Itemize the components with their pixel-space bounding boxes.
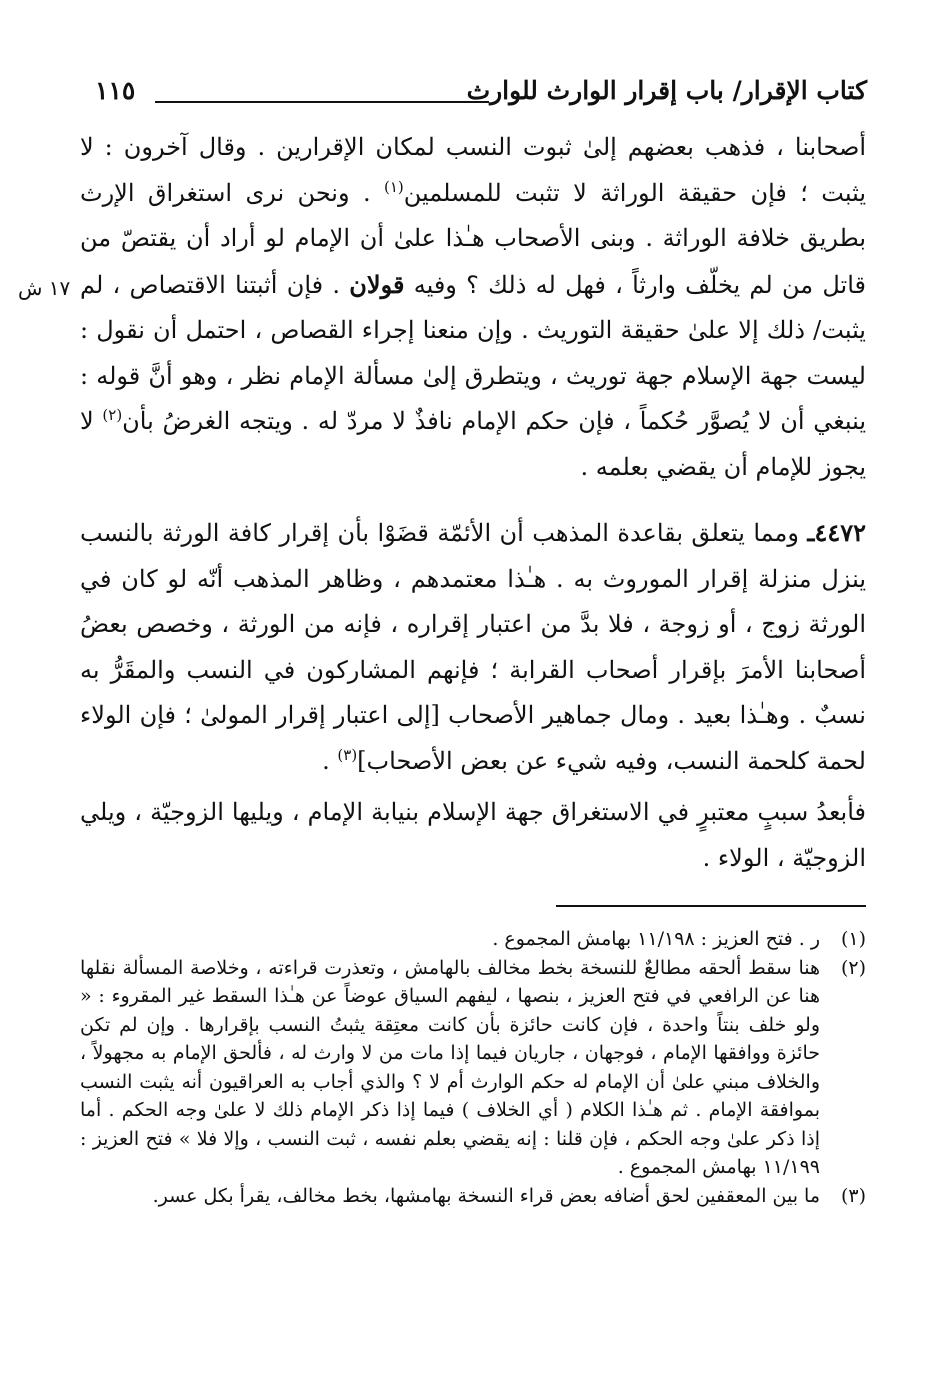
footnotes (80, 925, 866, 1210)
paragraph-3-text: فأبعدُ سببٍ معتبرٍ في الاستغراق جهة الإسلام بنيابة الإمام ، ويليها الزوجيّة ، ويلي الزوجيّة ، الولاء . (80, 798, 866, 872)
paragraph-1 (80, 125, 866, 490)
header-rule (155, 101, 489, 103)
footnote-text: ما بين المعقفين لحق أضافه بعض قراء النسخة بهامشها، بخط مخالف، يقرأ بكل عسر. (152, 1184, 820, 1207)
footnote-ref-1: (١) (384, 177, 404, 196)
paragraph-1-part-4: لا يجوز للإمام أن يقضي بعلمه . (80, 407, 866, 481)
footnote-ref-3: (٣) (337, 745, 358, 764)
footnote-ref-2: (٢) (102, 406, 123, 424)
main-text (80, 125, 866, 881)
footnote-text: ر . فتح العزيز : ١١/١٩٨ بهامش المجموع . (492, 928, 820, 950)
margin-manuscript-folio-note: ١٧ ش (18, 276, 71, 300)
paragraph-2-part-1: ومما يتعلق بقاعدة المذهب أن الأئمّة قضَوْا بأن إقرار كافة الورثة بالنسب ينزل منزلة إقرار الموروث به . هـٰذا معتمدهم ، وظاهر المذهب أنّه لو كان في الورثة زوج ، أو زوجة ، فلا بدَّ من اعتبار إقراره ، فإنه من الورثة ، وخصص بعضُ أصحابنا الأمرَ بإقرار أصحاب القرابة ؛ فإنهم المشاركون في النسب والمقَرُّ به نسبٌ . وهـٰذا بعيد . ومال جماهير الأصحاب [إلى اعتبار إقرار المولىٰ ؛ فإن الولاء لحمة كلحمة النسب، وفيه شيء عن بعض الأصحاب] (80, 519, 866, 775)
footnote-separator (556, 905, 866, 907)
footnote-number: (٣) (840, 1184, 866, 1207)
page-number: ١١٥ (95, 76, 136, 105)
header-title: كتاب الإقرار/ باب إقرار الوارث للوارث (466, 76, 867, 105)
paragraph-1-bold-word: قولان (349, 269, 405, 299)
footnote-3 (80, 1182, 866, 1211)
paragraph-number: ٤٤٧٢ـ (807, 518, 866, 547)
footnote-2 (80, 954, 866, 1182)
footnote-1 (80, 925, 866, 954)
paragraph-3 (80, 790, 866, 881)
paragraph-1-part-2: . ونحن نرى استغراق الإرث بطريق خلافة الوراثة . وبنى الأصحاب هـٰذا علىٰ أن الإمام لو أراد أن يقتصّ من قاتل من لم يخلّف وارثاً ، فهل له ذلك ؟ وفيه (80, 178, 866, 299)
paragraph-2 (80, 510, 866, 784)
paragraph-1-part-1: أصحابنا ، فذهب بعضهم إلىٰ ثبوت النسب لمكان الإقرارين . وقال آخرون : لا يثبت ؛ فإن حقيقة الوراثة لا تثبت للمسلمين (80, 133, 866, 207)
footnote-number: (٢) (840, 956, 866, 979)
paragraph-1-part-3: . فإن أثبتنا الاقتصاص ، لم يثبت/ ذلك إلا علىٰ حقيقة التوريث . وإن منعنا إجراء القصاص ، احتمل أن نقول : ليست جهة الإسلام جهة توريث ، ويتطرق إلىٰ مسألة الإمام نظر ، وهو أنَّ قوله : ينبغي أن لا يُصوَّر حُكماً ، فإن حكم الإمام نافذٌ لا مردّ له . ويتجه الغرضُ بأن (80, 270, 866, 435)
paragraph-2-part-2: . (322, 746, 338, 775)
footnote-text: هنا سقط ألحقه مطالعٌ للنسخة بخط مخالف بالهامش ، وتعذرت قراءته ، وخلاصة المسألة نقلها هنا عن الرافعي في فتح العزيز ، بنصها ، ليفهم السياق عوضاً عن هـٰذا السقط غير المقروء : « ولو خلف بنتاً واحدة ، فإن كانت حائزة بأن كانت معتِقة يثبتُ النسب بإقرارها . وإن لم تكن حائزة ووافقها الإمام ، فوجهان ، جاريان فيما إذا مات من لا وارث له ، فألحق الإمام به مجهولاً ، والخلاف مبني علىٰ أن الإمام له حكم الوارث أم لا ؟ والذي أجاب به العراقيون أنه يثبت النسب بموافقة الإمام . ثم هـٰذا الكلام ( أي الخلاف ) فيما إذا ذكر الإمام ذلك لا علىٰ وجه الحكم . أما إذا ذكر علىٰ وجه الحكم ، فإن قلنا : إنه يقضي بعلم نفسه ، ثبت النسب ، وإلا فلا » فتح العزيز : ١١/١٩٩ بهامش المجموع . (80, 956, 820, 1178)
footnote-number: (١) (840, 928, 866, 950)
running-header (95, 76, 867, 116)
